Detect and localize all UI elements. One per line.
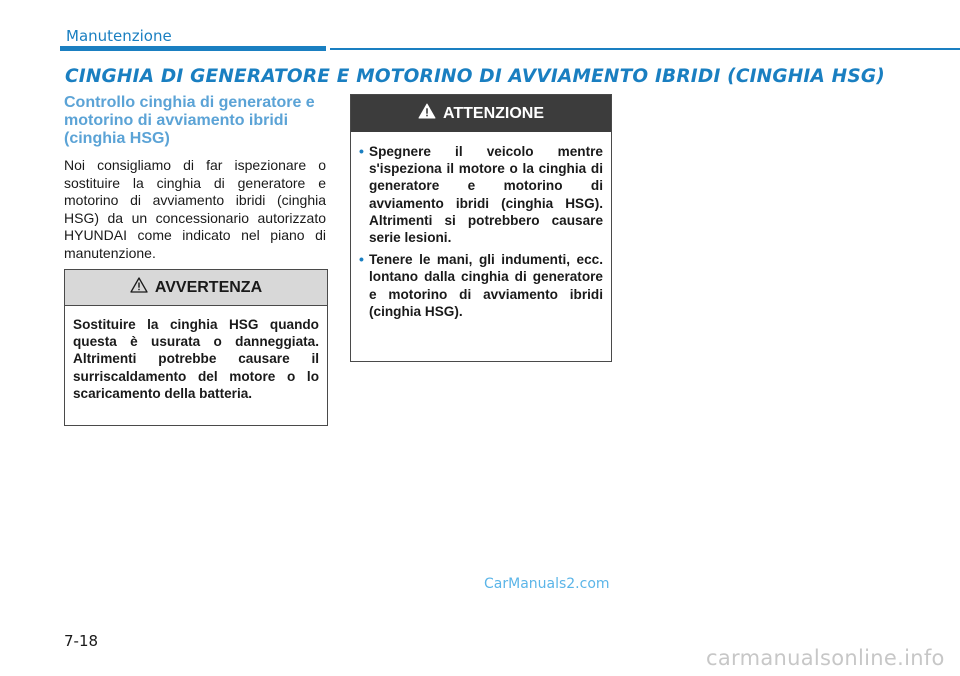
footer-watermark: carmanualsonline.info [706, 646, 945, 670]
caution-body [351, 132, 611, 320]
header-bar-thick [60, 46, 326, 51]
header-bar-thin [330, 48, 960, 50]
caution-box-header [351, 95, 611, 132]
warning-title: AVVERTENZA [154, 278, 263, 296]
chapter-title: CINGHIA DI GENERATORE E MOTORINO DI AVVIAMENTO IBRIDI (CINGHIA HSG) [65, 66, 885, 87]
warning-text: Sostituire la cinghia HSG quando questa è usurata o danneggiata. Altrimenti potrebbe causare il surriscaldamento del motore o lo scaricamento della batteria. [73, 317, 319, 401]
warning-box [64, 269, 328, 426]
caution-box [350, 94, 612, 362]
main-column [64, 94, 326, 262]
caution-title: ATTENZIONE [442, 104, 545, 122]
body-paragraph: Noi consigliamo di far ispezionare o sostituire la cinghia di generatore e motorino di avviamento ibridi (cinghia HSG) da un concessionario autorizzato HYUNDAI come indicato nel piano di manutenzione. [64, 157, 326, 261]
bullet-dot-icon: • [359, 143, 364, 159]
page-number: 7-18 [64, 632, 99, 650]
warning-box-header [65, 270, 327, 306]
section-label: Manutenzione [66, 27, 172, 45]
caution-list [359, 143, 603, 320]
warning-triangle-outline-icon [130, 277, 148, 298]
watermark-link[interactable]: CarManuals2.com [484, 576, 610, 592]
sub-heading: Controllo cinghia di generatore e motorino di avviamento ibridi (cinghia HSG) [64, 94, 315, 147]
list-item: • Spegnere il veicolo mentre s'ispeziona il motore o la cinghia di generatore e motorino di avviamento ibridi (cinghia HSG). Altrimenti si potrebbero causare serie lesioni. [359, 143, 603, 246]
bullet-dot-icon: • [359, 251, 364, 268]
list-item: • Tenere le mani, gli indumenti, ecc. lontano dalla cinghia di generatore e motorino di avviamento ibridi (cinghia HSG). [359, 251, 603, 319]
warning-triangle-filled-icon [418, 103, 436, 124]
